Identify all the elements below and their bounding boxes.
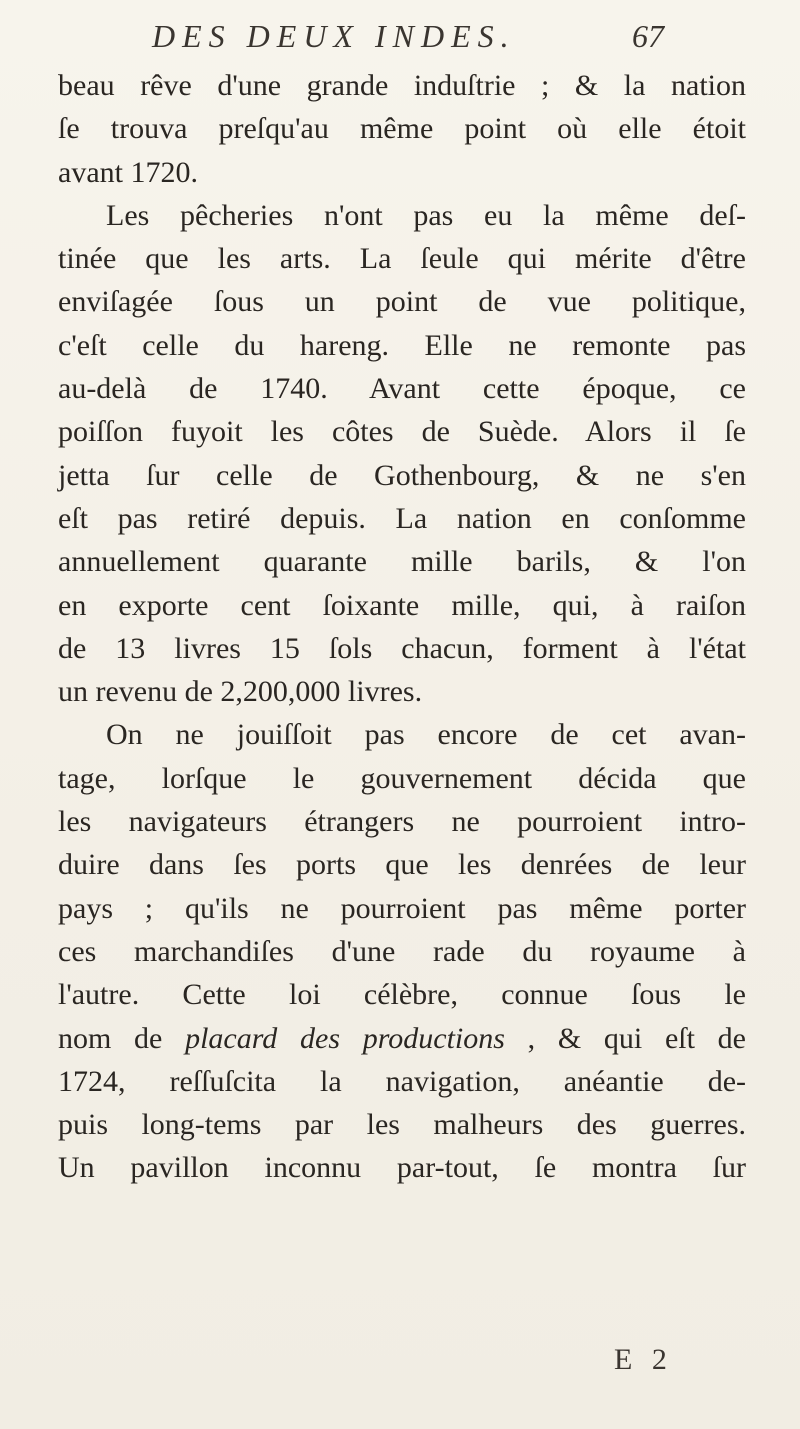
text-line: On ne jouiſſoit pas encore de cet avan- xyxy=(106,718,746,752)
text-line: en exporte cent ſoixante mille, qui, à raiſon xyxy=(58,588,746,622)
text-line: ſe trouva preſqu'au même point où elle étoit xyxy=(58,112,746,146)
text-line: c'eſt celle du hareng. Elle ne remonte pas xyxy=(58,328,746,362)
page-header xyxy=(0,18,800,68)
text-line-mixed xyxy=(58,1017,746,1060)
text-line: puis long-tems par les malheurs des guerres. xyxy=(58,1108,746,1142)
signature-mark: E 2 xyxy=(614,1343,673,1376)
text-fragment: nom de xyxy=(58,1021,163,1055)
text-line: duire dans ſes ports que les denrées de leur xyxy=(58,848,746,882)
text-line: ces marchandiſes d'une rade du royaume à xyxy=(58,934,746,968)
text-line: tage, lorſque le gouvernement décida que xyxy=(58,761,746,795)
running-title: DES DEUX INDES. xyxy=(152,18,516,54)
text-line: 1724, reſſuſcita la navigation, anéantie de- xyxy=(58,1064,746,1098)
text-line: eſt pas retiré depuis. La nation en conſomme xyxy=(58,501,746,535)
text-line: tinée que les arts. La ſeule qui mérite d'être xyxy=(58,242,746,276)
text-line: annuellement quarante mille barils, & l'on xyxy=(58,545,746,579)
text-line: au-delà de 1740. Avant cette époque, ce xyxy=(58,372,746,406)
text-line: poiſſon fuyoit les côtes de Suède. Alors il ſe xyxy=(58,415,746,449)
text-line: Les pêcheries n'ont pas eu la même deſ- xyxy=(106,198,746,232)
text-line: avant 1720. xyxy=(58,155,198,189)
text-line: enviſagée ſous un point de vue politique, xyxy=(58,285,746,319)
page-number: 67 xyxy=(632,18,664,54)
text-fragment: , & qui eſt de xyxy=(527,1021,746,1055)
text-line: beau rêve d'une grande induſtrie ; & la nation xyxy=(58,69,746,102)
body-text xyxy=(58,64,746,1190)
text-line: Un pavillon inconnu par-tout, ſe montra ſur xyxy=(58,1151,746,1185)
text-line: l'autre. Cette loi célèbre, connue ſous le xyxy=(58,978,746,1012)
text-line: pays ; qu'ils ne pourroient pas même porter xyxy=(58,891,746,925)
text-line: les navigateurs étrangers ne pourroient intro- xyxy=(58,805,746,839)
text-line: jetta ſur celle de Gothenbourg, & ne s'en xyxy=(58,458,746,492)
text-line: un revenu de 2,200,000 livres. xyxy=(58,675,423,709)
text-line: de 13 livres 15 ſols chacun, forment à l'état xyxy=(58,631,746,665)
italic-title: placard des productions xyxy=(185,1021,505,1055)
